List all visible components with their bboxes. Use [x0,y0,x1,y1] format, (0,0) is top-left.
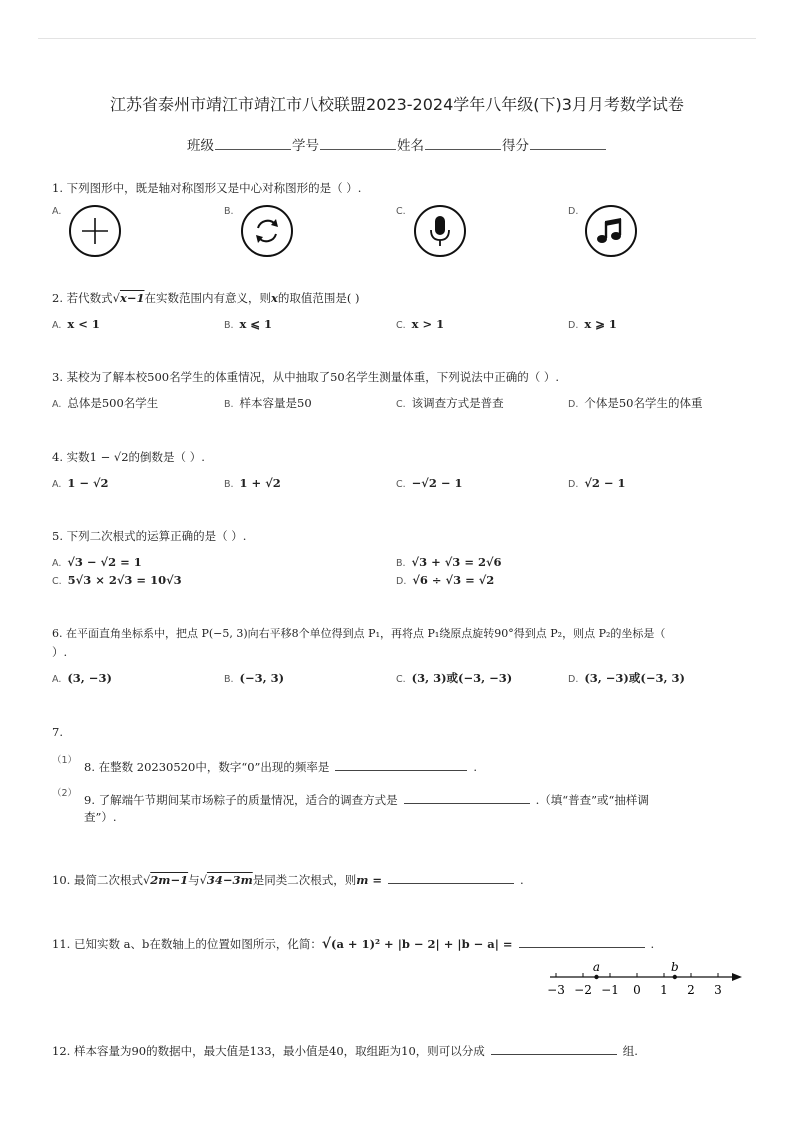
q2-option-c[interactable] [396,316,444,334]
q5-option-c-text: 5√3 × 2√3 = 10√3 [67,573,182,587]
number-line-tick-label: 2 [687,983,695,997]
question-6-stem-cont: ）. [52,645,68,659]
q5-option-a-label: A. [52,558,62,569]
q3-option-c-text: 该调查方式是普查 [411,396,504,410]
q12-end: 组. [622,1044,638,1058]
refresh-circle-icon[interactable] [241,205,293,257]
number-line [540,955,750,1005]
q10-radicand-1: 2m−1 [150,873,189,887]
number-line-point-a [594,975,598,979]
number-line-tick-label: 0 [633,983,641,997]
q3-option-a[interactable] [52,395,158,413]
question-10: 10. 最简二次根式√2m−1与√34−3m是同类二次根式，则m = . [52,873,524,887]
q4-option-c[interactable] [396,475,463,493]
q10-end: . [520,873,524,887]
q3-option-b[interactable] [224,395,312,413]
q5-option-b[interactable] [396,554,502,572]
q7-sub1-answer-blank[interactable] [335,758,467,771]
number-line-tick-label: −2 [574,983,592,997]
microphone-circle-icon[interactable] [414,205,466,257]
question-7-number: 7. [52,725,63,739]
name-label: 姓名 [397,138,424,154]
q2-option-b[interactable] [224,316,272,334]
q1-option-c-label: C. [396,206,406,217]
q5-option-d-label: D. [396,576,407,587]
number-line-point-b-label: b [670,960,679,974]
q5-option-a-text: √3 − √2 = 1 [67,555,142,569]
number-line-tick-label: 1 [660,983,668,997]
q5-option-c-label: C. [52,576,62,587]
q2-option-d[interactable] [568,316,617,334]
q5-option-d-text: √6 ÷ √3 = √2 [412,573,495,587]
q2-option-a-text: x < 1 [67,317,100,331]
q6-option-d-label: D. [568,674,579,685]
q10-stem-a: 10. 最简二次根式 [52,873,143,887]
q2-stem-b: 在实数范围内有意义，则 [144,291,271,305]
number-line-tick-label: −1 [601,983,619,997]
q7-sub2-text-b: .（填“普查”或“抽样调 [535,793,649,807]
name-blank[interactable] [425,135,501,150]
q10-mid: 与 [188,873,200,887]
q4-option-b-label: B. [224,479,234,490]
q2-option-b-text: x ⩽ 1 [239,317,273,331]
q4-option-c-label: C. [396,479,406,490]
q3-option-a-label: A. [52,399,62,410]
q10-answer-blank[interactable] [388,871,514,884]
q6-option-a-label: A. [52,674,62,685]
q10-var: m = [356,873,383,887]
q4-option-a-text: 1 − √2 [67,476,109,490]
number-line-arrow [732,973,742,981]
q3-option-b-label: B. [224,399,234,410]
q2-option-d-label: D. [568,320,579,331]
q3-option-c-label: C. [396,399,406,410]
q4-option-c-text: −√2 − 1 [411,476,463,490]
number-line-tick-label: −3 [547,983,565,997]
q2-option-c-label: C. [396,320,406,331]
q7-sub1-text: 8. 在整数 20230520中，数字“0”出现的频率是 [84,760,330,774]
q4-option-d-text: √2 − 1 [584,476,626,490]
q2-radicand: x−1 [119,291,145,305]
q6-option-c[interactable] [396,670,512,688]
q4-option-a-label: A. [52,479,62,490]
question-12 [52,1042,638,1059]
q1-option-a-label: A. [52,206,62,217]
q2-option-a[interactable] [52,316,100,334]
q7-sub1-label: （1） [52,755,78,766]
q7-sub2-cont: 查”）. [84,810,117,824]
number-line-point-b [673,975,677,979]
page-title: 江苏省泰州市靖江市靖江市八校联盟2023-2024学年八年级(下)3月月考数学试卷 [110,95,684,114]
q5-option-d[interactable] [396,572,494,590]
q5-option-b-text: √3 + √3 = 2√6 [411,555,502,569]
q12-stem: 12. 样本容量为90的数据中，最大值是133，最小值是40，取组距为10，则可以分成 [52,1044,485,1058]
q2-option-b-label: B. [224,320,234,331]
q7-sub2-text-a: 9. 了解端午节期间某市场粽子的质量情况，适合的调查方式是 [84,793,398,807]
q3-option-c[interactable] [396,395,504,413]
q6-option-b[interactable] [224,670,284,688]
q7-sub2-answer-blank[interactable] [404,791,530,804]
q4-option-d-label: D. [568,479,579,490]
class-blank[interactable] [215,135,291,150]
q7-sub2-label: （2） [52,788,78,799]
q5-option-b-label: B. [396,558,406,569]
question-4-stem: 4. 实数1 − √2的倒数是（ ）. [52,450,205,464]
q1-option-d-label: D. [568,206,579,217]
q3-option-d-label: D. [568,399,579,410]
q3-option-d-text: 个体是50名学生的体重 [584,396,703,410]
q2-stem-a: 2. 若代数式 [52,291,113,305]
music-note-circle-icon[interactable] [585,205,637,257]
student-info-line [0,134,794,154]
q6-option-c-text: (3, 3)或(−3, −3) [411,671,513,685]
score-blank[interactable] [530,135,606,150]
question-6-stem: 6. 在平面直角坐标系中，把点 P(−5, 3)向右平移8个单位得到点 P₁，再将点 P₁绕原点旋转90°得到点 P₂，则点 P₂的坐标是（ [52,627,666,640]
question-3-stem: 3. 某校为了解本校500名学生的体重情况，从中抽取了50名学生测量体重，下列说法中正确的（ ）. [52,370,560,384]
q11-expression: (a + 1)² + |b − 2| + |b − a| = [331,937,513,951]
question-2-stem: 2. 若代数式√x−1在实数范围内有意义，则x的取值范围是( ) [52,291,360,305]
q6-option-c-label: C. [396,674,406,685]
question-5-stem: 5. 下列二次根式的运算正确的是（ ）. [52,529,247,543]
q2-var: x [270,291,278,305]
q7-sub1 [84,758,477,775]
q6-option-d-text: (3, −3)或(−3, 3) [584,671,685,685]
score-label: 得分 [502,138,529,154]
q7-sub2 [84,791,649,808]
q4-option-b-text: 1 + √2 [239,476,281,490]
q6-option-b-label: B. [224,674,234,685]
q11-answer-blank[interactable] [519,935,645,948]
q6-option-d[interactable] [568,670,685,688]
number-label: 学号 [292,138,319,154]
q3-option-b-text: 样本容量是50 [239,396,312,410]
q6-option-b-text: (−3, 3) [239,671,285,685]
q2-option-a-label: A. [52,320,62,331]
q7-sub1-end: . [473,760,478,774]
q3-option-a-text: 总体是500名学生 [67,396,159,410]
q10-radicand-2: 34−3m [206,873,253,887]
q5-option-c[interactable] [52,572,182,590]
q4-option-a[interactable] [52,475,109,493]
plus-circle-icon[interactable] [69,205,121,257]
q2-option-d-text: x ⩾ 1 [584,317,617,331]
header-divider [38,38,756,39]
q1-option-b-label: B. [224,206,234,217]
q4-option-b[interactable] [224,475,281,493]
number-blank[interactable] [320,135,396,150]
q5-option-a[interactable] [52,554,142,572]
question-1-stem: 1. 下列图形中，既是轴对称图形又是中心对称图形的是（ ）. [52,181,362,195]
q6-option-a[interactable] [52,670,112,688]
q12-answer-blank[interactable] [491,1042,617,1055]
question-11: 11. 已知实数 a、b在数轴上的位置如图所示，化简：√(a + 1)² + |b − 2| + |b − a| = . [52,936,655,952]
q6-option-a-text: (3, −3) [67,671,112,685]
q11-stem: 11. 已知实数 a、b在数轴上的位置如图所示，化简： [52,937,322,951]
number-line-tick-label: 3 [714,983,722,997]
q11-end: . [650,937,655,951]
q3-option-d[interactable] [568,395,702,413]
q10-stem-b: 是同类二次根式，则 [252,873,357,887]
q2-option-c-text: x > 1 [411,317,445,331]
number-line-point-a-label: a [592,960,601,974]
q2-stem-c: 的取值范围是( ) [277,291,360,305]
q4-option-d[interactable] [568,475,626,493]
class-label: 班级 [187,138,214,154]
